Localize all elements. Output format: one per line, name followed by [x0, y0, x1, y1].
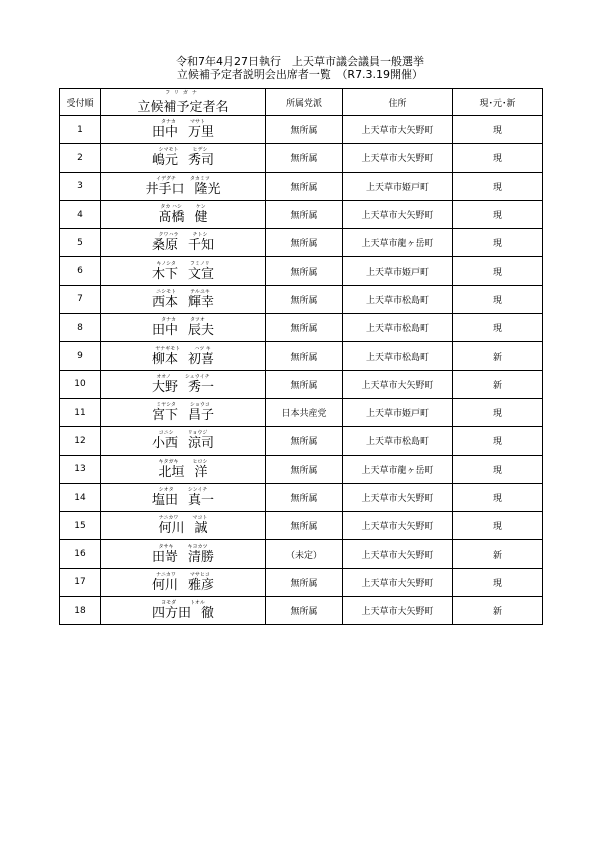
name-last: 宮下 — [151, 408, 178, 424]
name-furigana — [101, 402, 265, 409]
candidate-name — [101, 126, 265, 140]
cell-party: 無所属 — [266, 370, 343, 398]
candidate-name — [101, 466, 265, 480]
cell-party: 無所属 — [266, 512, 343, 540]
cell-number: 13 — [60, 455, 101, 483]
cell-address: 上天草市大矢野町 — [343, 200, 453, 228]
candidate-name — [101, 607, 265, 621]
cell-name — [101, 370, 266, 398]
furigana-last: ヤナギモト — [155, 345, 181, 352]
cell-number: 9 — [60, 342, 101, 370]
candidate-name — [101, 154, 265, 168]
table-row — [60, 314, 543, 342]
candidate-name — [101, 324, 265, 338]
cell-name — [101, 455, 266, 483]
candidate-name — [101, 381, 265, 395]
cell-party: 無所属 — [266, 314, 343, 342]
furigana-last: クワハラ — [158, 232, 179, 239]
candidate-name — [101, 522, 265, 536]
name-furigana — [101, 317, 265, 324]
cell-name — [101, 568, 266, 596]
cell-name — [101, 285, 266, 313]
cell-name — [101, 229, 266, 257]
furigana-last: シオタ — [158, 487, 174, 493]
cell-number: 17 — [60, 568, 101, 596]
name-first: 秀司 — [188, 153, 215, 169]
cell-status: 現 — [453, 398, 543, 426]
document-title-line1: 令和7年4月27日執行 上天草市議会議員一般選挙 — [176, 55, 424, 68]
furigana-last: イデグチ — [156, 175, 176, 182]
cell-name — [101, 257, 266, 285]
name-first: 清勝 — [188, 549, 215, 565]
cell-status: 現 — [453, 200, 543, 228]
name-last: 田嵜 — [151, 549, 178, 565]
name-furigana — [101, 147, 265, 154]
table-row — [60, 597, 543, 625]
table-row — [60, 257, 543, 285]
cell-status: 現 — [453, 483, 543, 511]
cell-party: 無所属 — [266, 257, 343, 285]
furigana-first: シンイチ — [187, 487, 208, 493]
table-row — [60, 370, 543, 398]
furigana-last: キノシタ — [156, 260, 176, 267]
cell-name — [101, 200, 266, 228]
name-last: 髙橋 — [158, 210, 185, 226]
cell-address: 上天草市龍ヶ岳町 — [343, 229, 453, 257]
name-first: 万里 — [188, 125, 215, 141]
cell-address: 上天草市大矢野町 — [343, 483, 453, 511]
furigana-first: タツオ — [190, 317, 205, 324]
table-row — [60, 455, 543, 483]
cell-address: 上天草市大矢野町 — [343, 512, 453, 540]
cell-name — [101, 172, 266, 200]
name-last: 北垣 — [158, 464, 185, 480]
furigana-first: マサヒコ — [189, 571, 210, 578]
furigana-first: フミノリ — [189, 260, 210, 267]
cell-status: 現 — [453, 314, 543, 342]
cell-party: 無所属 — [266, 483, 343, 511]
cell-name — [101, 398, 266, 426]
cell-party: 無所属 — [266, 342, 343, 370]
name-first: 隆光 — [194, 181, 221, 197]
furigana-last: ニシモト — [156, 288, 177, 295]
furigana-last: キタガキ — [158, 458, 179, 465]
name-first: 涼司 — [188, 436, 215, 452]
cell-name — [101, 540, 266, 568]
name-first: 徹 — [201, 606, 215, 622]
cell-status: 現 — [453, 116, 543, 144]
candidate-name — [101, 409, 265, 423]
name-first: 千知 — [188, 238, 215, 254]
cell-name — [101, 342, 266, 370]
cell-address: 上天草市松島町 — [343, 285, 453, 313]
cell-number: 2 — [60, 144, 101, 172]
candidate-name — [101, 239, 265, 253]
cell-number: 6 — [60, 257, 101, 285]
cell-address: 上天草市松島町 — [343, 342, 453, 370]
furigana-first: リョウジ — [187, 430, 208, 437]
furigana-first: キヨカツ — [187, 543, 208, 550]
cell-party: 無所属 — [266, 144, 343, 172]
name-furigana — [101, 430, 265, 437]
name-furigana — [101, 374, 265, 381]
cell-number: 1 — [60, 116, 101, 144]
cell-number: 3 — [60, 172, 101, 200]
name-last: 何川 — [158, 521, 185, 537]
furigana-last: ミヤシタ — [156, 402, 176, 409]
furigana-first: マサト — [189, 119, 205, 126]
cell-address: 上天草市松島町 — [343, 427, 453, 455]
cell-status: 現 — [453, 285, 543, 313]
cell-number: 11 — [60, 398, 101, 426]
table-body — [60, 116, 543, 625]
name-last: 塩田 — [151, 493, 178, 508]
furigana-first: ヒロシ — [192, 458, 208, 465]
cell-status: 現 — [453, 229, 543, 257]
furigana-first: マコト — [192, 515, 208, 522]
cell-address: 上天草市大矢野町 — [343, 116, 453, 144]
table-row — [60, 172, 543, 200]
table-row — [60, 342, 543, 370]
cell-status: 現 — [453, 144, 543, 172]
name-furigana — [101, 487, 265, 494]
name-first: 昌子 — [188, 408, 215, 424]
name-furigana — [101, 289, 265, 296]
cell-status: 現 — [453, 568, 543, 596]
table-row — [60, 427, 543, 455]
cell-number: 18 — [60, 597, 101, 625]
cell-party: 無所属 — [266, 285, 343, 313]
cell-number: 5 — [60, 229, 101, 257]
cell-address: 上天草市大矢野町 — [343, 540, 453, 568]
cell-name — [101, 427, 266, 455]
name-last: 大野 — [151, 379, 178, 395]
name-furigana — [101, 232, 265, 239]
name-last: 何川 — [151, 577, 178, 593]
name-furigana — [101, 572, 265, 579]
cell-address: 上天草市松島町 — [343, 314, 453, 342]
table-row — [60, 144, 543, 172]
cell-status: 現 — [453, 427, 543, 455]
name-last: 嶋元 — [151, 153, 178, 169]
name-first: 真一 — [188, 493, 215, 508]
cell-status: 現 — [453, 172, 543, 200]
table-row — [60, 200, 543, 228]
cell-address: 上天草市大矢野町 — [343, 568, 453, 596]
furigana-first: ハツ キ — [194, 345, 211, 352]
candidate-name — [101, 353, 265, 367]
cell-name — [101, 597, 266, 625]
name-last: 四方田 — [151, 606, 191, 622]
cell-number: 12 — [60, 427, 101, 455]
furigana-first: テルユキ — [190, 288, 210, 295]
furigana-first: タカミツ — [189, 175, 210, 182]
name-furigana — [101, 261, 265, 268]
name-furigana — [101, 346, 265, 353]
cell-party: 無所属 — [266, 172, 343, 200]
name-furigana — [101, 544, 265, 551]
candidate-name — [101, 437, 265, 451]
table-row — [60, 398, 543, 426]
name-first: 文宣 — [188, 266, 215, 282]
cell-address: 上天草市姫戸町 — [343, 257, 453, 285]
cell-party: 無所属 — [266, 427, 343, 455]
cell-status: 新 — [453, 540, 543, 568]
name-first: 健 — [194, 210, 208, 226]
furigana-first: ショウコ — [189, 402, 210, 409]
cell-status: 現 — [453, 257, 543, 285]
candidate-table — [59, 88, 543, 625]
table-row — [60, 285, 543, 313]
table-row — [60, 116, 543, 144]
name-first: 洋 — [194, 464, 208, 480]
name-first: 誠 — [194, 521, 208, 537]
furigana-first: シュウイチ — [184, 373, 210, 380]
cell-party: 日本共産党 — [266, 398, 343, 426]
name-last: 西本 — [151, 294, 178, 310]
cell-status: 現 — [453, 455, 543, 483]
cell-number: 10 — [60, 370, 101, 398]
name-last: 田中 — [151, 125, 178, 141]
cell-party: 無所属 — [266, 116, 343, 144]
furigana-last: ナニカワ — [158, 515, 179, 522]
table-row — [60, 229, 543, 257]
cell-name — [101, 144, 266, 172]
furigana-last: タナカ — [161, 317, 177, 324]
header-name-label: 立候補予定者名 — [137, 99, 229, 115]
cell-party: 無所属 — [266, 568, 343, 596]
furigana-last: オオノ — [156, 373, 171, 380]
furigana-last: タサキ — [158, 543, 174, 550]
cell-name — [101, 116, 266, 144]
name-last: 柳本 — [151, 351, 178, 367]
cell-status: 新 — [453, 597, 543, 625]
name-last: 木下 — [151, 266, 178, 282]
table-row — [60, 540, 543, 568]
cell-address: 上天草市大矢野町 — [343, 597, 453, 625]
cell-number: 16 — [60, 540, 101, 568]
name-furigana — [101, 119, 265, 126]
name-first: 辰夫 — [188, 323, 215, 339]
furigana-last: ナニカワ — [156, 571, 176, 578]
cell-party: 無所属 — [266, 200, 343, 228]
cell-name — [101, 483, 266, 511]
name-first: 初喜 — [188, 351, 215, 367]
furigana-last: タナカ — [161, 119, 176, 126]
header-name-ruby: フリガナ — [165, 89, 201, 96]
name-first: 雅彦 — [188, 577, 215, 593]
candidate-name — [101, 268, 265, 282]
header-number: 受付順 — [60, 89, 101, 116]
cell-status: 現 — [453, 512, 543, 540]
header-party: 所属党派 — [266, 89, 343, 116]
cell-status: 新 — [453, 370, 543, 398]
cell-address: 上天草市大矢野町 — [343, 144, 453, 172]
cell-address: 上天草市龍ヶ岳町 — [343, 455, 453, 483]
cell-address: 上天草市姫戸町 — [343, 172, 453, 200]
furigana-first: トオル — [190, 600, 205, 607]
candidate-name — [101, 296, 265, 310]
cell-party: 無所属 — [266, 229, 343, 257]
cell-address: 上天草市大矢野町 — [343, 370, 453, 398]
cell-address: 上天草市姫戸町 — [343, 398, 453, 426]
furigana-first: チトシ — [192, 232, 208, 239]
header-status: 現･元･新 — [453, 89, 543, 116]
furigana-first: ヒデシ — [192, 147, 208, 154]
cell-party: 無所属 — [266, 597, 343, 625]
cell-status: 新 — [453, 342, 543, 370]
cell-party: （未定） — [266, 540, 343, 568]
header-name — [101, 89, 266, 116]
name-last: 桑原 — [151, 238, 178, 254]
furigana-last: ヨモダ — [161, 600, 177, 607]
name-last: 田中 — [151, 323, 178, 339]
cell-number: 8 — [60, 314, 101, 342]
candidate-name — [101, 211, 265, 225]
cell-number: 7 — [60, 285, 101, 313]
cell-number: 14 — [60, 483, 101, 511]
candidate-name — [101, 551, 265, 565]
name-last: 井手口 — [145, 181, 185, 197]
table-row — [60, 568, 543, 596]
cell-name — [101, 512, 266, 540]
furigana-last: シマモト — [158, 147, 179, 154]
furigana-last: コニシ — [158, 430, 174, 437]
furigana-first: ケン — [195, 204, 206, 211]
cell-number: 15 — [60, 512, 101, 540]
header-address: 住所 — [343, 89, 453, 116]
cell-number: 4 — [60, 200, 101, 228]
cell-party: 無所属 — [266, 455, 343, 483]
document-title-line2: 立候補予定者説明会出席者一覧 （R7.3.19開催） — [176, 68, 424, 81]
candidate-name — [101, 494, 265, 508]
cell-name — [101, 314, 266, 342]
furigana-last: タカ ハシ — [160, 204, 182, 211]
candidate-name — [101, 183, 265, 197]
name-last: 小西 — [151, 436, 178, 452]
candidate-name — [101, 579, 265, 593]
table-row — [60, 512, 543, 540]
table-row — [60, 483, 543, 511]
name-first: 秀一 — [188, 379, 215, 395]
table-header-row — [60, 89, 543, 116]
name-first: 輝幸 — [188, 294, 215, 310]
